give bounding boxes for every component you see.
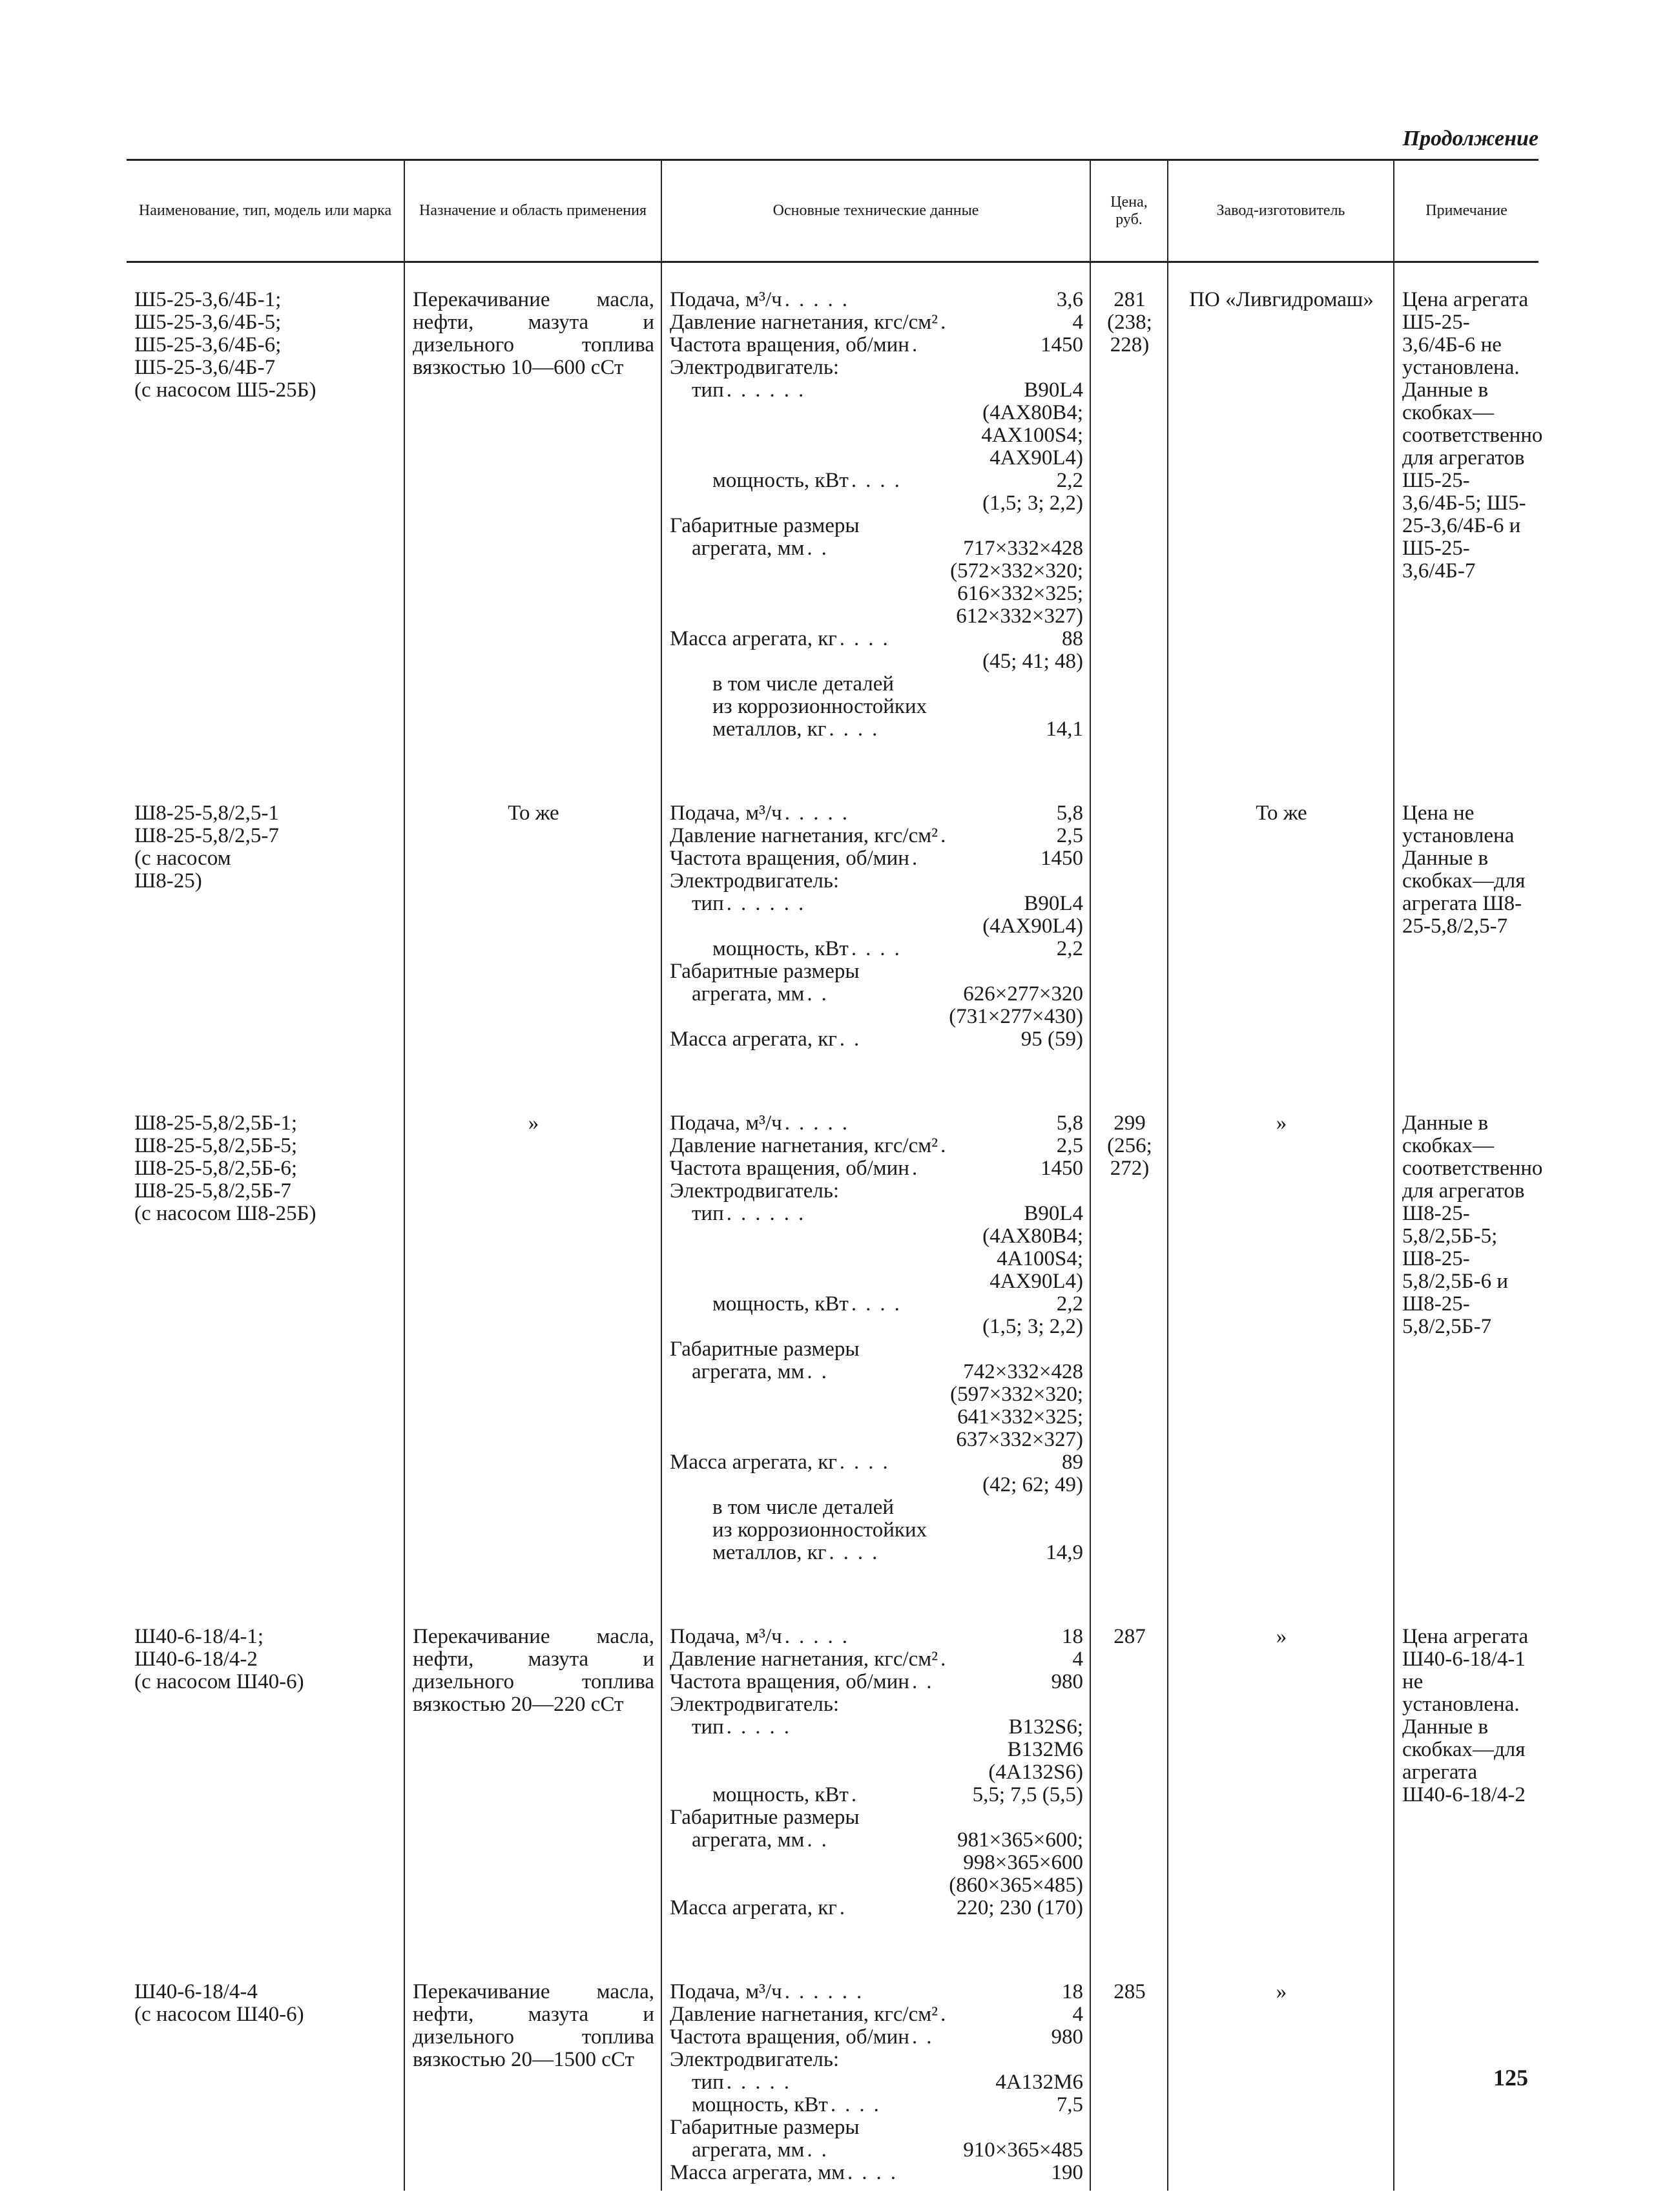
spec-power-alt: (1,5; 3; 2,2) — [982, 1315, 1083, 1338]
spec-dims: агрегата, мм .. 626×277×320 — [692, 982, 1083, 1006]
page-number: 125 — [1493, 2065, 1528, 2091]
spec-motor-type-alt: (4А132S6) — [988, 1761, 1083, 1784]
spec-feed: Подача, м³/ч ..... 5,8 — [670, 801, 1083, 825]
spec-motor-type-alt: (4АХ90L4) — [982, 915, 1083, 938]
price-line: 272) — [1110, 1157, 1150, 1180]
continuation-label: Продолжение — [1402, 127, 1538, 150]
spec-motor-type-alt: 4АХ100S4; — [981, 424, 1083, 447]
purpose-cell: » — [404, 1086, 661, 1600]
model-name-line: (с насосом Ш5-25Б) — [134, 378, 316, 402]
maker-cell: » — [1168, 1086, 1394, 1600]
spec-power: мощность, кВт .... 2,2 — [712, 469, 1083, 492]
spec-mass-alt: (42; 62; 49) — [982, 1473, 1083, 1496]
spec-rpm: Частота вращения, об/мин . 1450 — [670, 1157, 1083, 1180]
table-header-row — [127, 160, 1538, 262]
model-name-line: Ш8-25-5,8/2,5-1 — [134, 801, 279, 825]
maker-cell: » — [1168, 1955, 1394, 2191]
header-specs: Основные технические данные — [661, 160, 1090, 262]
spec-mass: Масса агрегата, кг .... 88 — [670, 627, 1083, 650]
spec-mass: Масса агрегата, кг .. 95 (59) — [670, 1028, 1083, 1051]
spec-pressure: Давление нагнетания, кгс/см² . 2,5 — [670, 824, 1083, 847]
price-cell — [1090, 1955, 1168, 2191]
maker-cell: То же — [1168, 776, 1394, 1086]
spec-motor-label: Электродвигатель: — [670, 1179, 840, 1203]
spec-dims-label: Габаритные размеры — [670, 514, 860, 537]
specs-cell — [661, 1086, 1090, 1600]
model-name-line: Ш40-6-18/4-4 — [134, 1980, 258, 2003]
model-name-line: (с насосом Ш40-6) — [134, 1670, 304, 1693]
specs-cell — [661, 1600, 1090, 1955]
spec-feed: Подача, м³/ч ..... 18 — [670, 1625, 1083, 1648]
spec-motor-type-alt: 4АХ90L4) — [989, 1270, 1083, 1293]
table-row — [127, 1086, 1538, 1600]
price-line: (238; — [1107, 311, 1152, 334]
spec-dims-alt: 616×332×325; — [957, 582, 1083, 605]
spec-dims-label: Габаритные размеры — [670, 1338, 860, 1361]
model-name-line: Ш8-25-5,8/2,5Б-1; — [134, 1111, 298, 1135]
purpose-cell: Перекачивание масла, нефти, мазута и дизельного топлива вязкостью 10—600 сСт — [404, 262, 661, 777]
purpose-cell: Перекачивание масла, нефти, мазута и дизельного топлива вязкостью 20—220 сСт — [404, 1600, 661, 1955]
maker-cell: ПО «Ливгидромаш» — [1168, 262, 1394, 777]
spec-motor-type: тип ..... В132S6; — [692, 1715, 1083, 1739]
spec-rpm: Частота вращения, об/мин .. 980 — [670, 2025, 1083, 2049]
price-line: 285 — [1113, 1980, 1146, 2003]
purpose-cell: То же — [404, 776, 661, 1086]
spec-dims-alt: 998×365×600 — [963, 1851, 1083, 1874]
price-cell — [1090, 262, 1168, 777]
spec-dims-alt: 612×332×327) — [956, 605, 1083, 628]
model-name-line: Ш5-25-3,6/4Б-6; — [134, 333, 282, 357]
price-line: 287 — [1113, 1625, 1146, 1648]
spec-rpm: Частота вращения, об/мин . 1450 — [670, 847, 1083, 870]
spec-motor-type-alt: 4А100S4; — [997, 1247, 1083, 1270]
price-line: 228) — [1110, 333, 1150, 357]
model-name-line: Ш8-25-5,8/2,5Б-5; — [134, 1134, 298, 1157]
price-line: (256; — [1107, 1134, 1152, 1157]
header-note: Примечание — [1394, 160, 1538, 262]
spec-motor-type: тип ..... 4А132М6 — [692, 2071, 1083, 2094]
spec-dims-label: Габаритные размеры — [670, 960, 860, 983]
spec-dims: агрегата, мм .. 717×332×428 — [692, 537, 1083, 560]
model-name-line: (с насосом — [134, 847, 231, 870]
spec-pressure: Давление нагнетания, кгс/см² . 4 — [670, 1648, 1083, 1671]
spec-rpm: Частота вращения, об/мин .. 980 — [670, 1670, 1083, 1693]
spec-motor-type-alt: (4АХ80В4; — [982, 401, 1083, 424]
spec-mass: Масса агрегата, мм .... 190 — [670, 2161, 1083, 2184]
spec-feed: Подача, м³/ч ..... 5,8 — [670, 1111, 1083, 1135]
spec-mass: Масса агрегата, кг .... 89 — [670, 1451, 1083, 1474]
spec-corrosion: металлов, кг .... 14,9 — [712, 1541, 1083, 1564]
spec-corrosion-label: в том числе деталей — [712, 1496, 895, 1519]
spec-motor-type-alt: В132М6 — [1007, 1738, 1083, 1761]
spec-power: мощность, кВт .... 7,5 — [692, 2093, 1083, 2116]
model-name-line: Ш8-25-5,8/2,5Б-6; — [134, 1157, 298, 1180]
spec-corrosion-label: из коррозионностойких — [712, 1518, 927, 1542]
spec-motor-type-alt: 4АХ90L4) — [989, 446, 1083, 470]
spec-corrosion-label: в том числе деталей — [712, 672, 895, 696]
spec-motor-label: Электродвигатель: — [670, 1693, 840, 1716]
spec-corrosion-label: из коррозионностойких — [712, 695, 927, 718]
model-name-cell — [127, 1086, 404, 1600]
spec-dims-alt: 637×332×327) — [956, 1428, 1083, 1451]
spec-pressure: Давление нагнетания, кгс/см² . 4 — [670, 311, 1083, 334]
spec-power: мощность, кВт .... 2,2 — [712, 937, 1083, 960]
spec-dims-alt: (572×332×320; — [950, 559, 1083, 583]
spec-motor-type-alt: (4АХ80В4; — [982, 1225, 1083, 1248]
model-name-line: Ш5-25-3,6/4Б-5; — [134, 311, 282, 334]
specs-cell — [661, 1955, 1090, 2191]
model-name-line: Ш40-6-18/4-2 — [134, 1648, 258, 1671]
specs-cell — [661, 776, 1090, 1086]
spec-pressure: Давление нагнетания, кгс/см² . 2,5 — [670, 1134, 1083, 1157]
note-cell: Цена агрегата Ш5-25-3,6/4Б-6 не установлена. Данные в скобках—соответственно для агрегатов Ш5-25-3,6/4Б-5; Ш5-25-3,6/4Б-6 и Ш5-25-3,6/4Б-7 — [1394, 262, 1538, 777]
spec-power: мощность, кВт .... 2,2 — [712, 1292, 1083, 1316]
model-name-cell — [127, 262, 404, 777]
specs-cell — [661, 262, 1090, 777]
spec-pressure: Давление нагнетания, кгс/см² . 4 — [670, 2003, 1083, 2026]
spec-mass-alt: (45; 41; 48) — [982, 650, 1083, 673]
model-name-line: Ш40-6-18/4-1; — [134, 1625, 264, 1648]
spec-dims: агрегата, мм .. 981×365×600; — [692, 1828, 1083, 1852]
model-name-cell — [127, 776, 404, 1086]
note-cell: Цена агрегата Ш40-6-18/4-1 не установлена. Данные в скобках—для агрегата Ш40-6-18/4-2 — [1394, 1600, 1538, 1955]
table-row — [127, 262, 1538, 777]
spec-mass: Масса агрегата, кг . 220; 230 (170) — [670, 1896, 1083, 1919]
price-cell — [1090, 776, 1168, 1086]
spec-power-alt: (1,5; 3; 2,2) — [982, 491, 1083, 515]
model-name-line: Ш8-25-5,8/2,5-7 — [134, 824, 279, 847]
purpose-cell: Перекачивание масла, нефти, мазута и дизельного топлива вязкостью 20—1500 сСт — [404, 1955, 661, 2191]
spec-motor-type: тип ...... В90L4 — [692, 1202, 1083, 1225]
spec-dims-alt: (731×277×430) — [949, 1005, 1083, 1028]
price-cell — [1090, 1086, 1168, 1600]
header-purpose: Назначение и область применения — [404, 160, 661, 262]
spec-feed: Подача, м³/ч ...... 18 — [670, 1980, 1083, 2003]
price-line: 299 — [1113, 1111, 1146, 1135]
price-cell — [1090, 1600, 1168, 1955]
spec-dims-alt: (860×365×485) — [949, 1874, 1083, 1897]
model-name-cell — [127, 1600, 404, 1955]
model-name-line: (с насосом Ш40-6) — [134, 2003, 304, 2026]
spec-dims-alt: 641×332×325; — [957, 1405, 1083, 1429]
spec-rpm: Частота вращения, об/мин . 1450 — [670, 333, 1083, 357]
model-name-line: Ш5-25-3,6/4Б-7 — [134, 356, 276, 379]
table-row — [127, 776, 1538, 1086]
spec-motor-type: тип ...... В90L4 — [692, 892, 1083, 915]
spec-power: мощность, кВт . 5,5; 7,5 (5,5) — [712, 1783, 1083, 1806]
spec-motor-type: тип ...... В90L4 — [692, 378, 1083, 402]
spec-corrosion: металлов, кг .... 14,1 — [712, 718, 1083, 741]
note-cell: Данные в скобках—соответственно для агрегатов Ш8-25-5,8/2,5Б-5; Ш8-25-5,8/2,5Б-6 и Ш8-25-5,8/2,5Б-7 — [1394, 1086, 1538, 1600]
header-name: Наименование, тип, модель или марка — [127, 160, 404, 262]
spec-dims-label: Габаритные размеры — [670, 2116, 860, 2139]
model-name-cell — [127, 1955, 404, 2191]
spec-feed: Подача, м³/ч ..... 3,6 — [670, 288, 1083, 311]
model-name-line: Ш8-25-5,8/2,5Б-7 — [134, 1179, 291, 1203]
spec-dims: агрегата, мм .. 742×332×428 — [692, 1360, 1083, 1383]
spec-dims: агрегата, мм .. 910×365×485 — [692, 2138, 1083, 2162]
spec-motor-label: Электродвигатель: — [670, 356, 840, 379]
model-name-line: (с насосом Ш8-25Б) — [134, 1202, 316, 1225]
spec-dims-alt: (597×332×320; — [950, 1383, 1083, 1406]
spec-motor-label: Электродвигатель: — [670, 2048, 840, 2071]
table-row — [127, 1955, 1538, 2191]
equipment-table — [127, 159, 1543, 2191]
header-maker: Завод-изготовитель — [1168, 160, 1394, 262]
maker-cell: » — [1168, 1600, 1394, 1955]
note-cell: Цена не установлена Данные в скобках—для агрегата Ш8-25-5,8/2,5-7 — [1394, 776, 1538, 1086]
header-price: Цена, руб. — [1090, 160, 1168, 262]
spec-dims-label: Габаритные размеры — [670, 1806, 860, 1829]
model-name-line: Ш8-25) — [134, 869, 202, 893]
spec-motor-label: Электродвигатель: — [670, 869, 840, 893]
model-name-line: Ш5-25-3,6/4Б-1; — [134, 288, 282, 311]
table-row — [127, 1600, 1538, 1955]
price-line: 281 — [1113, 288, 1146, 311]
